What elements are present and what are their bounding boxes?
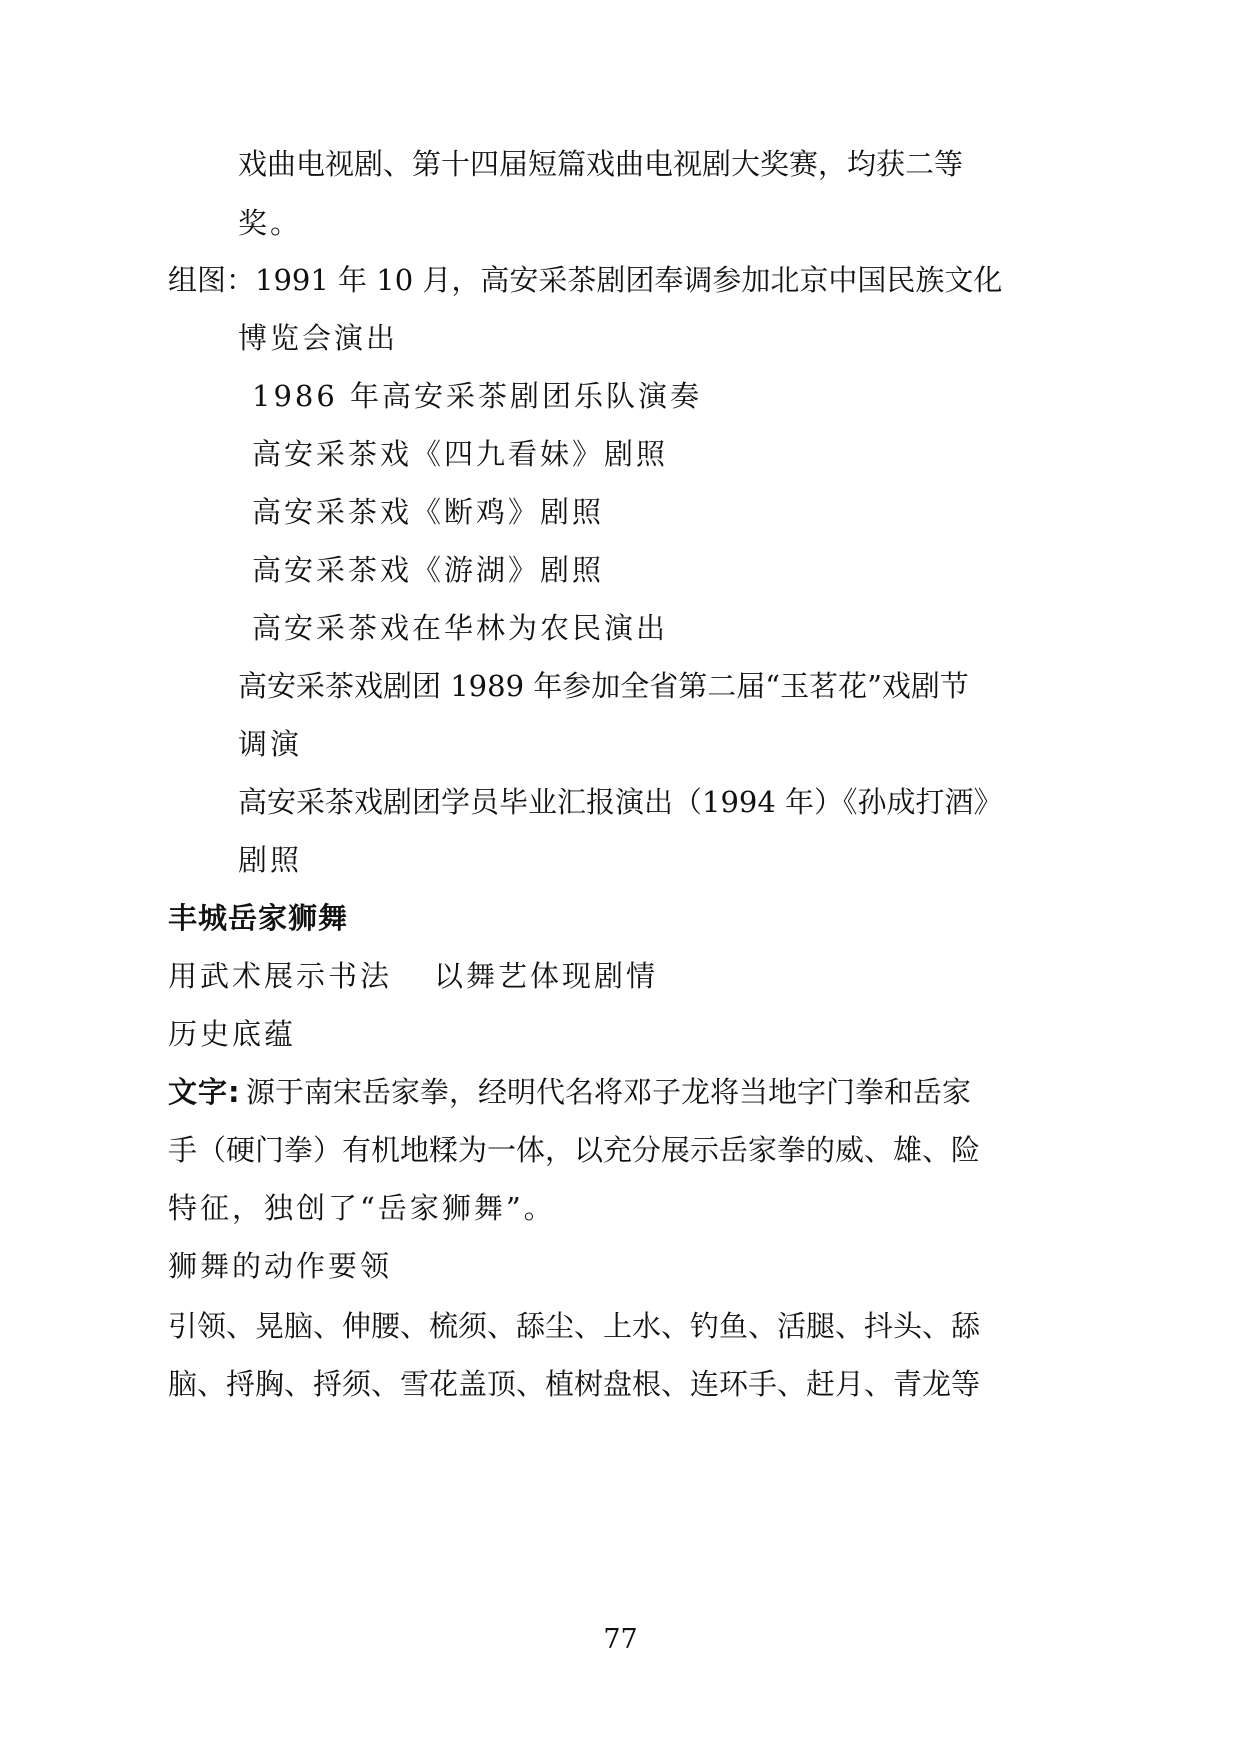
photo-caption: 高安采茶戏在华林为农民演出 [252, 611, 669, 645]
photo-caption: 博览会演出 [238, 321, 399, 355]
section-subtitle: 以舞艺体现剧情 [434, 959, 659, 993]
section-heading: 丰城岳家狮舞 [168, 901, 349, 935]
body-text-line: 源于南宋岳家拳，经明代名将邓子龙将当地字门拳和岳家 [246, 1075, 972, 1109]
photo-caption: 调演 [238, 727, 303, 761]
section-subtitle: 历史底蕴 [168, 1017, 297, 1051]
body-text-line: 脑、捋胸、捋须、雪花盖顶、植树盘根、连环手、赶月、青龙等 [168, 1367, 981, 1401]
photo-caption: 高安采茶戏剧团学员毕业汇报演出（1994 年）《孙成打酒》 [238, 785, 1003, 819]
body-text-line: 特征，独创了“岳家狮舞”。 [168, 1191, 556, 1225]
section-subtitle: 用武术展示书法 [168, 959, 393, 993]
photo-caption: 高安采茶戏《游湖》剧照 [252, 553, 605, 587]
photo-caption-group: 组图：1991 年 10 月，高安采茶剧团奉调参加北京中国民族文化 [168, 263, 1003, 297]
photo-caption: 高安采茶戏剧团 1989 年参加全省第二届“玉茗花”戏剧节 [238, 669, 969, 703]
photo-caption: 剧照 [238, 843, 303, 877]
moves-heading: 狮舞的动作要领 [168, 1249, 393, 1283]
photo-caption: 1986 年高安采茶剧团乐队演奏 [252, 379, 703, 413]
body-text-line: 手（硬门拳）有机地糅为一体，以充分展示岳家拳的威、雄、险 [168, 1133, 981, 1167]
paragraph-line: 戏曲电视剧、第十四届短篇戏曲电视剧大奖赛，均获二等 [238, 147, 964, 181]
page-number: 77 [603, 1624, 638, 1655]
photo-caption: 高安采茶戏《四九看妹》剧照 [252, 437, 669, 471]
photo-caption: 高安采茶戏《断鸡》剧照 [252, 495, 605, 529]
body-text-line: 引领、晃脑、伸腰、梳须、舔尘、上水、钓鱼、活腿、抖头、舔 [168, 1309, 981, 1343]
text-label: 文字: [168, 1075, 241, 1109]
paragraph-line: 奖。 [238, 206, 303, 240]
